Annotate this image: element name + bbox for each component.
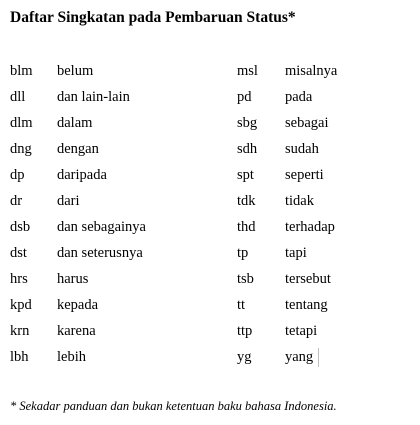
abbreviation: lbh bbox=[10, 349, 29, 365]
meaning: sudah bbox=[285, 141, 319, 157]
meaning: tetapi bbox=[285, 323, 318, 339]
abbreviation: spt bbox=[237, 167, 254, 183]
meaning: dan sebagainya bbox=[57, 219, 146, 235]
abbreviation: blm bbox=[10, 63, 33, 79]
abbreviation: ttp bbox=[237, 323, 253, 339]
meaning: karena bbox=[57, 323, 96, 339]
abbreviation: dsb bbox=[10, 219, 31, 235]
meaning-with-cursor bbox=[285, 347, 405, 367]
abbreviation: dst bbox=[10, 245, 27, 261]
table-row bbox=[10, 344, 410, 370]
meaning: harus bbox=[57, 271, 89, 287]
abbreviation: tdk bbox=[237, 193, 256, 209]
table-row bbox=[10, 240, 410, 266]
abbreviation: sdh bbox=[237, 141, 258, 157]
abbreviation-table bbox=[10, 58, 410, 370]
footnote: * Sekadar panduan dan bukan ketentuan baku bahasa Indonesia. bbox=[10, 399, 337, 413]
document-title: Daftar Singkatan pada Pembaruan Status* bbox=[10, 9, 296, 26]
abbreviation: kpd bbox=[10, 297, 32, 313]
meaning: tapi bbox=[285, 245, 307, 261]
table-row bbox=[10, 292, 410, 318]
abbreviation: krn bbox=[10, 323, 30, 339]
abbreviation: dlm bbox=[10, 115, 33, 131]
meaning: dan seterusnya bbox=[57, 245, 143, 261]
table-row bbox=[10, 58, 410, 84]
abbreviation: dr bbox=[10, 193, 23, 209]
abbreviation: tsb bbox=[237, 271, 254, 287]
table-row bbox=[10, 266, 410, 292]
abbreviation: pd bbox=[237, 89, 252, 105]
meaning: sebagai bbox=[285, 115, 329, 131]
meaning: tentang bbox=[285, 297, 328, 313]
abbreviation: hrs bbox=[10, 271, 28, 287]
meaning: lebih bbox=[57, 349, 86, 365]
meaning: misalnya bbox=[285, 63, 338, 79]
abbreviation: msl bbox=[237, 63, 258, 79]
abbreviation: dll bbox=[10, 89, 26, 105]
meaning: pada bbox=[285, 89, 313, 105]
meaning: tidak bbox=[285, 193, 314, 209]
meaning: yang bbox=[285, 348, 314, 365]
abbreviation: thd bbox=[237, 219, 256, 235]
meaning: dan lain-lain bbox=[57, 89, 130, 105]
abbreviation: dp bbox=[10, 167, 25, 183]
table-row bbox=[10, 84, 410, 110]
table-row bbox=[10, 162, 410, 188]
text-cursor bbox=[318, 348, 319, 367]
table-row bbox=[10, 214, 410, 240]
table-row bbox=[10, 110, 410, 136]
abbreviation: sbg bbox=[237, 115, 258, 131]
meaning: belum bbox=[57, 63, 94, 79]
meaning: tersebut bbox=[285, 271, 331, 287]
abbreviation: yg bbox=[237, 349, 252, 365]
meaning: dalam bbox=[57, 115, 93, 131]
meaning: dengan bbox=[57, 141, 99, 157]
abbreviation: tt bbox=[237, 297, 246, 313]
table-row bbox=[10, 136, 410, 162]
abbreviation: tp bbox=[237, 245, 249, 261]
meaning: seperti bbox=[285, 167, 324, 183]
meaning: dari bbox=[57, 193, 80, 209]
meaning: kepada bbox=[57, 297, 99, 313]
meaning: daripada bbox=[57, 167, 107, 183]
table-row bbox=[10, 188, 410, 214]
abbreviation: dng bbox=[10, 141, 32, 157]
table-row bbox=[10, 318, 410, 344]
meaning: terhadap bbox=[285, 219, 335, 235]
